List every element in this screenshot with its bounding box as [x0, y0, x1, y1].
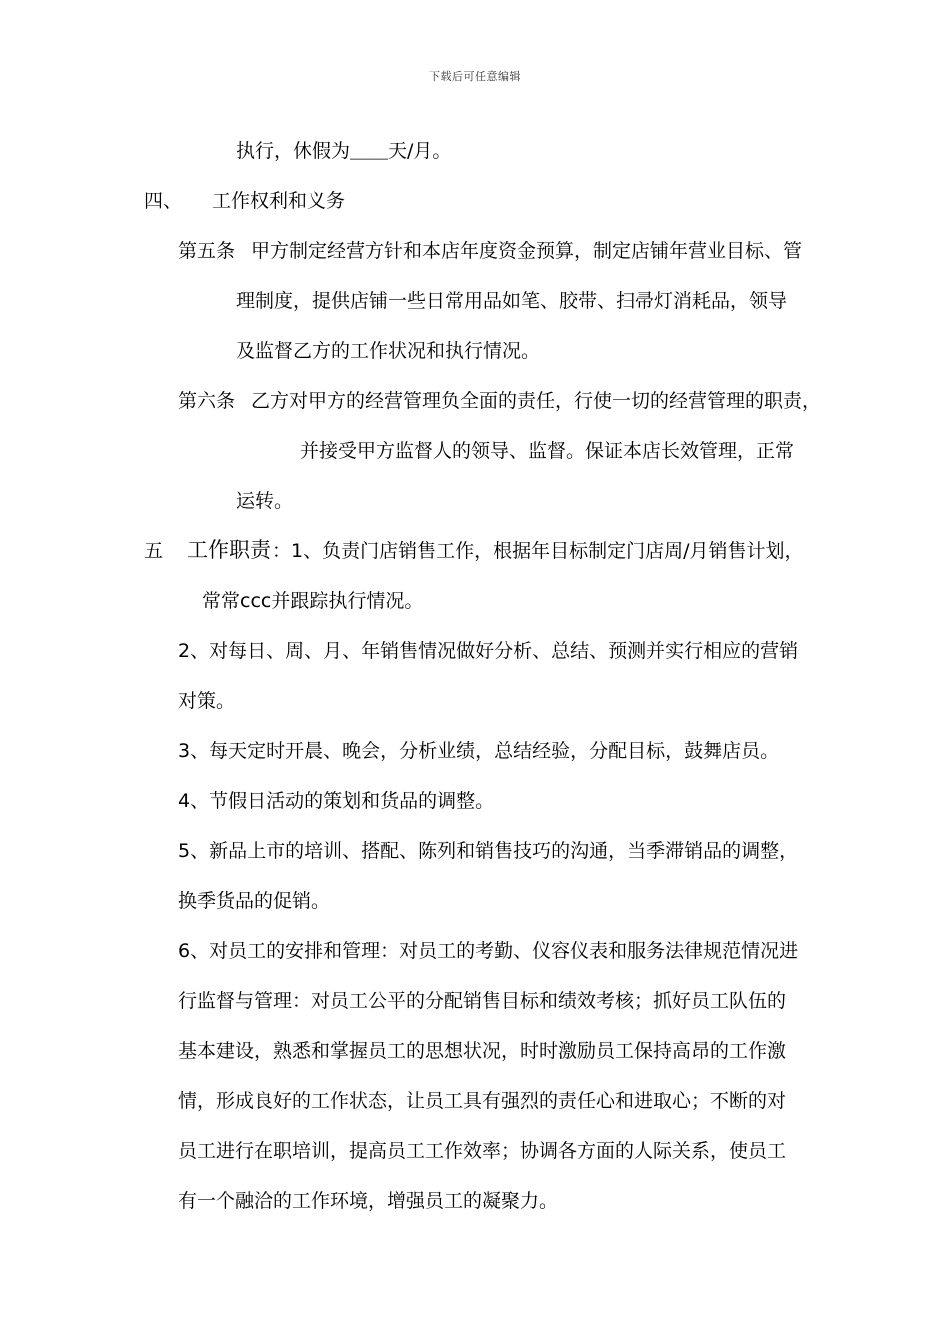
paragraph-line: 执行，休假为＿＿天/月。 [236, 140, 452, 162]
list-item: 3、每天定时开晨、晚会，分析业绩，总结经验，分配目标，鼓舞店员。 [178, 740, 780, 762]
paragraph-line: 常常ccc并跟踪执行情况。 [202, 590, 424, 612]
section-number: 五 [144, 540, 164, 562]
list-item: 2、对每日、周、月、年销售情况做好分析、总结、预测并实行相应的营销 [178, 640, 799, 662]
list-item: 有一个融洽的工作环境，增强员工的凝聚力。 [178, 1190, 559, 1212]
section-title: 工作职责 [187, 538, 271, 562]
paragraph-line: ：1、负责门店销售工作，根据年目标制定门店周/月销售计划， [272, 540, 804, 562]
list-item: 情，形成良好的工作状态，让员工具有强烈的责任心和进取心；不断的对 [178, 1090, 787, 1112]
paragraph-line: 理制度，提供店铺一些日常用品如笔、胶带、扫帚灯消耗品，领导 [236, 290, 788, 312]
paragraph-line: 并接受甲方监督人的领导、监督。保证本店长效管理，正常 [300, 440, 795, 462]
article-label: 第五条 [178, 240, 236, 262]
section-title: 工作权利和义务 [212, 190, 346, 212]
list-item: 换季货品的促销。 [178, 890, 331, 912]
paragraph-line: 及监督乙方的工作状况和执行情况。 [236, 340, 541, 362]
page-header: 下载后可任意编辑 [429, 70, 521, 83]
paragraph-line: 运转。 [236, 490, 294, 512]
article-label: 第六条 [178, 390, 236, 412]
list-item: 4、节假日活动的策划和货品的调整。 [178, 790, 495, 812]
list-item: 员工进行在职培训，提高员工工作效率；协调各方面的人际关系，使员工 [178, 1140, 787, 1162]
paragraph-line: 乙方对甲方的经营管理负全面的责任，行使一切的经营管理的职责， [251, 390, 822, 412]
paragraph-line: 甲方制定经营方针和本店年度资金预算，制定店铺年营业目标、管 [251, 240, 803, 262]
list-item: 行监督与管理：对员工公平的分配销售目标和绩效考核；抓好员工队伍的 [178, 990, 787, 1012]
list-item: 对策。 [178, 690, 236, 712]
section-number: 四、 [144, 190, 183, 212]
list-item: 5、新品上市的培训、搭配、陈列和销售技巧的沟通，当季滞销品的调整， [178, 840, 799, 862]
list-item: 基本建设，熟悉和掌握员工的思想状况，时时激励员工保持高昂的工作激 [178, 1040, 787, 1062]
list-item: 6、对员工的安排和管理：对员工的考勤、仪容仪表和服务法律规范情况进 [178, 940, 799, 962]
